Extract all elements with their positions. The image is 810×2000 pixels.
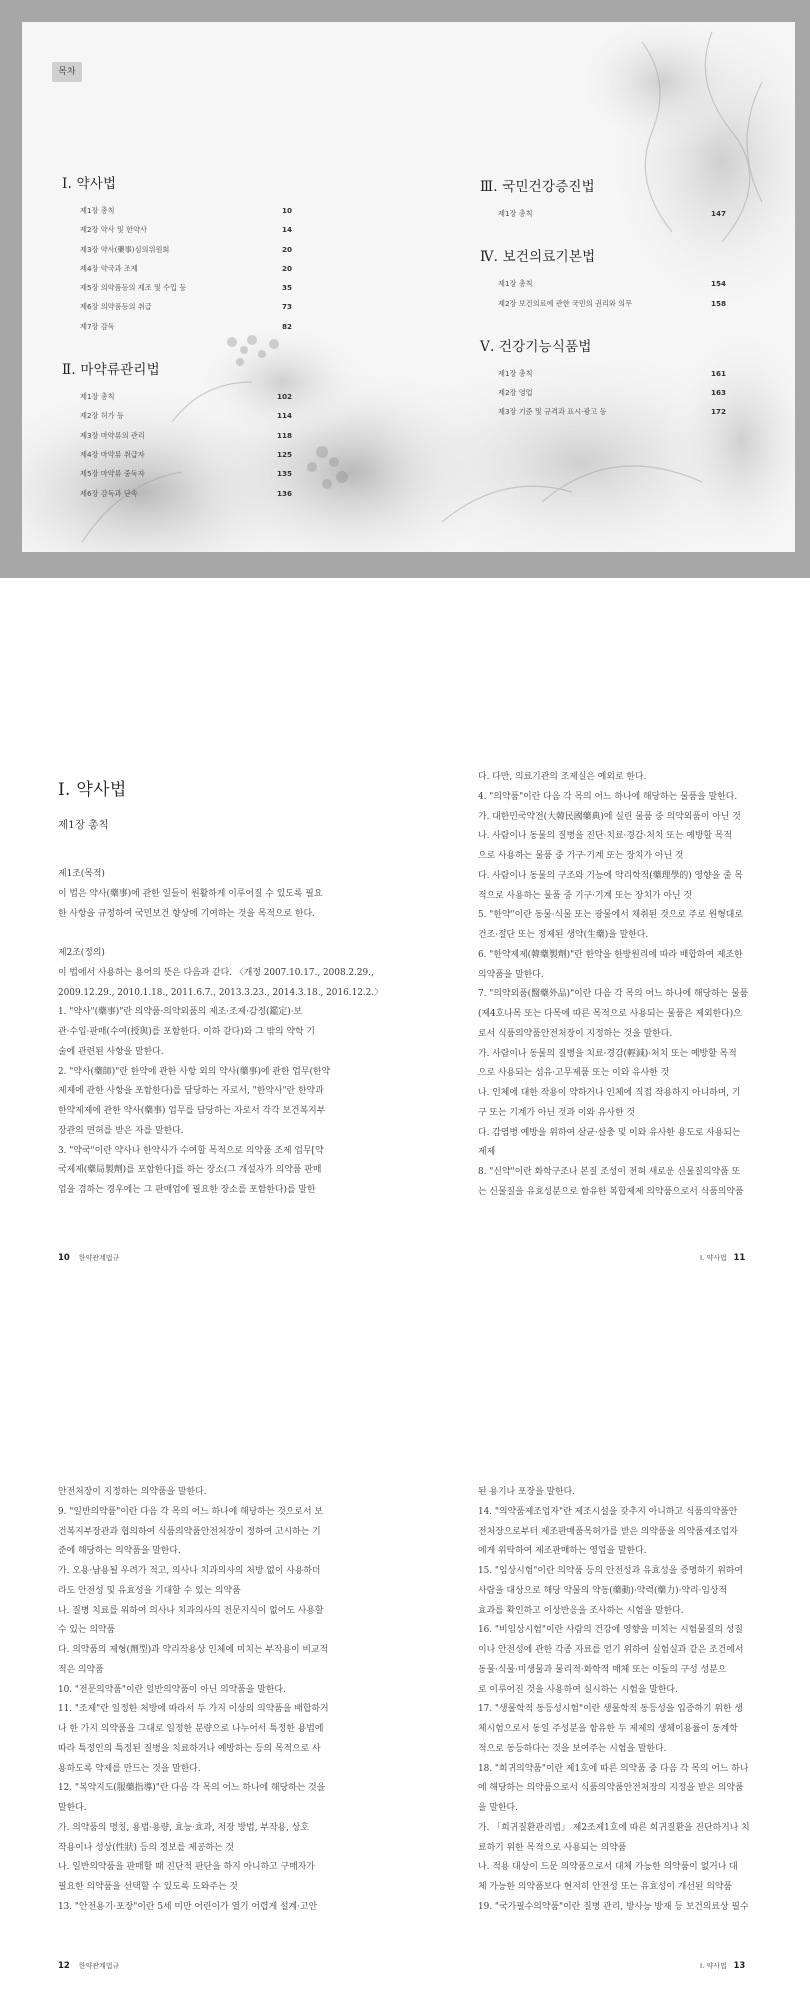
toc-part <box>480 335 726 422</box>
text-line: 따라 특정인의 특정된 질병을 치료하거나 예방하는 등의 목적으로 사 <box>58 1743 321 1754</box>
text-line: 12. "복약지도(服藥指導)"란 다음 각 목의 어느 하나에 해당하는 것을 <box>58 1783 326 1794</box>
text-line: 용하도록 약제를 만드는 것을 말한다. <box>58 1763 201 1774</box>
toc-entry-page: 125 <box>276 449 292 459</box>
toc-entry-page: 14 <box>281 225 292 235</box>
text-line: 나. 인체에 대한 작용이 약하거나 인체에 직접 작용하지 아니하며, 기 <box>478 1088 741 1098</box>
toc-entry[interactable] <box>62 240 292 259</box>
text-line: 안전처장이 지정하는 의약품을 말한다. <box>58 1487 207 1497</box>
text-line: 구 또는 기계가 아닌 것과 이와 유사한 것 <box>478 1107 635 1118</box>
toc-entry[interactable] <box>480 383 726 402</box>
text-line: 건조·절단 또는 정제된 생약(生藥)을 말한다. <box>478 930 649 940</box>
toc-entry-page: 10 <box>281 206 292 215</box>
toc-entry-label: 제6장 의약품등의 취급 <box>80 302 152 312</box>
text-line: 나 한 가지 의약품을 그대로 일정한 분량으로 나누어서 특정한 용법에 <box>58 1724 324 1734</box>
toc-entry[interactable] <box>62 278 292 297</box>
toc-entry-page: 102 <box>276 392 292 402</box>
toc-entry-page: 82 <box>281 321 292 331</box>
toc-entry-label: 제1장 총칙 <box>80 206 115 215</box>
text-line: 한 사항을 규정하여 국민보건 향상에 기여하는 것을 목적으로 한다. <box>58 908 315 919</box>
toc-entry-label: 제1장 총칙 <box>80 392 115 402</box>
toc-entry-label: 제3장 마약류의 관리 <box>80 430 145 440</box>
text-line: 5. "한약"이란 동물·식물 또는 광물에서 채취된 것으로 주로 원형대로 <box>478 910 743 921</box>
text-line: 다. 의약품의 제형(劑型)과 약리작용상 인체에 미치는 부작용이 비교적 <box>58 1645 329 1655</box>
toc-entry[interactable] <box>62 297 292 316</box>
toc-entry[interactable] <box>62 445 292 464</box>
toc-entry-page: 147 <box>710 209 726 218</box>
part-title: Ⅰ. 약사법 <box>58 780 127 800</box>
toc-part-title: Ⅳ. 보건의료기본법 <box>480 249 596 266</box>
text-line: 제2조(정의) <box>58 948 105 958</box>
text-line: 말한다. <box>58 1803 87 1813</box>
text-line: 으로 사용하는 물품 중 기구·기계 또는 장치가 아닌 것 <box>478 851 684 861</box>
text-line: 1. "약사"(藥事)"란 의약품·의약외품의 제조·조제·감정(鑑定)·보 <box>58 1007 303 1018</box>
text-line: 2009.12.29., 2010.1.18., 2011.6.7., 2013.3.23., 2014.3.18., 2016.12.2.〉 <box>58 987 384 998</box>
text-line: 적으로 동등하다는 것을 보여주는 시험을 말한다. <box>478 1743 667 1754</box>
toc-entry-label: 제4장 약국과 조제 <box>80 263 138 273</box>
text-line: 료하기 위한 목적으로 사용되는 의약품 <box>478 1842 627 1853</box>
text-line: 국제제(藥局製劑)를 포함한다]를 하는 장소(그 개설자가 의약품 판매 <box>58 1165 322 1176</box>
text-line: 8. "신약"이란 화학구조나 본질 조성이 전혀 새로운 신물질의약품 또 <box>478 1167 741 1177</box>
page-11-body <box>478 768 748 1203</box>
text-line: (제4호나목 또는 다목에 따른 목적으로 사용되는 물품은 제외한다)으 <box>478 1009 742 1019</box>
text-line: 9. "일반의약품"이란 다음 각 목의 어느 하나에 해당하는 것으로서 보 <box>58 1506 323 1517</box>
toc-entry-label: 제6장 감독과 단속 <box>80 488 138 498</box>
text-line: 제제에 관한 사항을 포함한다)를 담당하는 자로서, "한약사"란 한약과 <box>58 1086 324 1097</box>
toc-entry[interactable] <box>62 406 292 425</box>
text-line: 7. "의약외품(醫藥外品)"이란 다음 각 목의 어느 하나에 해당하는 물품 <box>478 989 749 1000</box>
text-line: 제제 <box>478 1147 496 1158</box>
toc-entry-page: 161 <box>710 368 726 378</box>
text-line: 3. "약국"이란 약사나 한약사가 수여할 목적으로 의약품 조제 업무[약 <box>58 1145 324 1156</box>
toc-entry-page: 135 <box>276 469 292 479</box>
text-line: 작용이나 성상(性狀) 등의 정보를 제공하는 것 <box>58 1842 234 1853</box>
running-head: Ⅰ. 약사법 <box>700 1254 727 1262</box>
toc-part-title: Ⅴ. 건강기능식품법 <box>480 338 592 355</box>
text-line: 19. "국가필수의약품"이란 질병 관리, 방사능 방재 등 보건의료상 필수 <box>478 1901 749 1912</box>
toc-entry-page: 154 <box>710 279 726 289</box>
text-line: 로 이루어진 것을 사용하여 실시하는 시험을 말한다. <box>478 1684 678 1695</box>
text-line: 적은 의약품 <box>58 1664 104 1675</box>
toc-entry-page: 35 <box>281 283 292 293</box>
toc-part-title: Ⅰ. 약사법 <box>62 176 117 192</box>
toc-entry-page: 73 <box>281 302 292 312</box>
toc-part <box>480 175 726 223</box>
toc-entry-label: 제7장 감독 <box>80 321 115 331</box>
toc-entry[interactable] <box>480 294 726 313</box>
toc-column-right <box>480 175 726 444</box>
toc-page <box>22 22 795 552</box>
text-line: 18. "희귀의약품"이란 제1호에 따른 의약품 중 다음 각 목의 어느 하나 <box>478 1763 749 1774</box>
toc-badge: 목차 <box>52 62 82 82</box>
text-line: 효과를 확인하고 이상반응을 조사하는 시험을 말한다. <box>478 1605 684 1616</box>
text-line: 17. "생물학적 동등성시험"이란 생물학적 동등성을 입증하기 위한 생 <box>478 1704 743 1715</box>
toc-entry-label: 제3장 약사(藥事)심의위원회 <box>80 244 170 254</box>
text-line: 이나 안전성에 관한 각종 자료를 얻기 위하여 실험실과 같은 조건에서 <box>478 1645 744 1655</box>
text-line: 가. 「희귀질환관리법」 제2조제1호에 따른 희귀질환을 진단하거나 치 <box>478 1822 750 1833</box>
folio-left <box>58 1253 119 1263</box>
text-line: 준에 해당하는 의약품을 말한다. <box>58 1546 181 1557</box>
toc-entry-page: 114 <box>276 411 292 421</box>
text-line: 에 해당하는 의약품으로서 식품의약품안전처장의 지정을 받은 의약품 <box>478 1783 744 1794</box>
toc-part-title: Ⅱ. 마약류관리법 <box>62 362 160 379</box>
text-line: 가. 의약품의 명칭, 용법·용량, 효능·효과, 저장 방법, 부작용, 상호 <box>58 1822 309 1833</box>
text-line: 필요한 의약품을 선택할 수 있도록 도와주는 것 <box>58 1882 238 1892</box>
toc-entry-label: 제2장 보건의료에 관한 국민의 권리와 의무 <box>498 298 633 308</box>
text-line: 다. 사람이나 동물의 구조와 기능에 약리학적(藥理學的) 영향을 줄 목 <box>478 870 743 881</box>
page-number: 10 <box>58 1253 70 1263</box>
page-13-body <box>478 1483 750 1918</box>
toc-entry-page: 20 <box>281 244 292 254</box>
toc-entry[interactable] <box>480 274 726 293</box>
text-line: 이 법은 약사(藥事)에 관한 일들이 원활하게 이루어질 수 있도록 필요 <box>58 888 323 899</box>
text-line: 체시험으로서 동일 주성분을 함유한 두 제제의 생체이용률이 동계학 <box>478 1724 738 1734</box>
page-number: 12 <box>58 1961 70 1971</box>
text-line: 한약제제에 관한 약사(藥事) 업무를 담당하는 자로서 각각 보건복지부 <box>58 1106 326 1116</box>
text-line: 의약품을 말한다. <box>478 969 544 980</box>
text-line: 11. "조제"란 일정한 처방에 따라서 두 가지 이상의 의약품을 배합하거 <box>58 1704 329 1715</box>
running-head: 한약관계법규 <box>78 1254 120 1262</box>
toc-entry-page: 118 <box>276 430 292 440</box>
text-line <box>58 924 383 944</box>
toc-entry-page: 158 <box>710 298 726 308</box>
toc-entry[interactable] <box>62 317 292 336</box>
text-line: 가. 대한민국약전(大韓民國藥典)에 실린 물품 중 의약외품이 아닌 것 <box>478 811 741 822</box>
toc-page-frame <box>0 0 810 578</box>
text-line: 을 말한다. <box>478 1803 518 1813</box>
toc-entry-label: 제5장 의약품등의 제조 및 수입 등 <box>80 283 187 293</box>
text-line: 동물·식물·미생물과 물리적·화학적 매체 또는 이들의 구성 성분으 <box>478 1664 727 1675</box>
text-line: 2. "약사(藥師)"란 한약에 관한 사항 외의 약사(藥事)에 관한 업무(한약 <box>58 1066 331 1077</box>
page-number: 11 <box>733 1253 746 1263</box>
text-line: 수 있는 의약품 <box>58 1625 116 1636</box>
toc-part-title: Ⅲ. 국민건강증진법 <box>480 179 595 195</box>
text-line: 제1조(목적) <box>58 869 105 879</box>
text-line: 나. 일반의약품을 판매할 때 진단적 판단을 하지 아니하고 구매자가 <box>58 1862 315 1873</box>
toc-entry-label: 제2장 약사 및 한약사 <box>80 225 147 235</box>
text-line: 13. "안전용기·포장"이란 5세 미만 어린이가 열기 어렵게 설계·고안 <box>58 1901 318 1912</box>
toc-entry-label: 제4장 마약류 취급자 <box>80 449 145 459</box>
toc-entry-label: 제2장 허가 등 <box>80 411 124 421</box>
page-number: 13 <box>733 1961 746 1971</box>
toc-column-left <box>62 172 292 525</box>
text-line: 나. 사람이나 동물의 질병을 진단·치료·경감·처치 또는 예방할 목적 <box>478 831 732 842</box>
toc-entry[interactable] <box>62 259 292 278</box>
toc-entry-label: 제1장 총칙 <box>498 279 533 289</box>
text-line: 다. 다만, 의료기관의 조제실은 예외로 한다. <box>478 772 647 782</box>
toc-entry[interactable] <box>62 201 292 220</box>
toc-entry[interactable] <box>62 220 292 239</box>
toc-entry-label: 제5장 마약류 중독자 <box>80 469 145 479</box>
text-line: 전처장으로부터 제조판매품목허가를 받은 의약품을 의약품제조업자 <box>478 1526 738 1537</box>
toc-entry-page: 20 <box>281 263 292 273</box>
toc-part <box>480 245 726 313</box>
toc-part <box>62 358 292 503</box>
text-line: 이 법에서 사용하는 용어의 뜻은 다음과 같다. 〈개정 2007.10.17., 2008.2.29., <box>58 967 374 978</box>
toc-entry-label: 제1장 총칙 <box>498 368 533 378</box>
page-10-body <box>58 865 383 1201</box>
text-line: 10. "전문의약품"이란 일반의약품이 아닌 의약품을 말한다. <box>58 1684 286 1695</box>
text-line: 15. "임상시험"이란 의약품 등의 안전성과 유효성을 증명하기 위하여 <box>478 1566 743 1576</box>
text-line: 장관의 면허를 받은 자를 말한다. <box>58 1125 184 1136</box>
toc-entry-label: 제1장 총칙 <box>498 209 533 218</box>
toc-entry-page: 172 <box>710 407 726 417</box>
text-line: 업을 겸하는 경우에는 그 판매업에 필요한 장소를 포함한다)를 말한 <box>58 1185 316 1195</box>
toc-entry[interactable] <box>480 364 726 383</box>
folio-right <box>700 1253 745 1263</box>
toc-entry-label: 제3장 기준 및 규격과 표시·광고 등 <box>498 407 607 417</box>
text-line: 관·수입·판매(수여(授與)를 포함한다. 이하 같다)와 그 밖의 약학 기 <box>58 1027 315 1037</box>
text-line: 14. "의약품제조업자"란 제조시설을 갖추지 아니하고 식품의약품안 <box>478 1506 738 1517</box>
text-line: 나. 적용 대상이 드문 의약품으로서 대체 가능한 의약품이 없거나 대 <box>478 1862 738 1873</box>
chapter-title: 제1장 총칙 <box>58 819 109 831</box>
text-line: 로서 식품의약품안전처장이 지정하는 것을 말한다. <box>478 1028 673 1039</box>
text-line: 체 가능한 의약품보다 현저히 안전성 또는 유효성이 개선된 의약품 <box>478 1882 733 1892</box>
text-line: 가. 사람이나 동물의 질병을 치료·경감(輕減)·처치 또는 예방할 목적 <box>478 1048 737 1059</box>
text-line: 라도 안전성 및 유효성을 기대할 수 있는 의약품 <box>58 1585 241 1596</box>
running-head: Ⅰ. 약사법 <box>700 1962 727 1970</box>
text-line: 16. "비임상시험"이란 사람의 건강에 영향을 미치는 시험물질의 성질 <box>478 1625 743 1636</box>
text-line: 술에 관련된 사항을 말한다. <box>58 1046 164 1057</box>
toc-part <box>62 172 292 336</box>
text-line: 사람을 대상으로 해당 약물의 약동(藥動)·약력(藥力)·약리·임상적 <box>478 1585 728 1596</box>
text-line: 는 신물질을 유효성분으로 함유한 복합제제 의약품으로서 식품의약품 <box>478 1186 744 1197</box>
folio-right <box>700 1961 745 1971</box>
text-line: 다. 감염병 예방을 위하여 살균·살충 및 이와 유사한 용도로 사용되는 <box>478 1127 741 1138</box>
toc-entry[interactable] <box>480 402 726 421</box>
toc-entry-page: 163 <box>710 388 726 398</box>
text-line: 4. "의약품"이란 다음 각 목의 어느 하나에 해당하는 물품을 말한다. <box>478 791 738 802</box>
text-line: 된 용기나 포장을 말한다. <box>478 1487 576 1497</box>
toc-entry[interactable] <box>62 464 292 483</box>
toc-entry[interactable] <box>62 484 292 503</box>
page-12-body <box>58 1483 329 1918</box>
toc-entry-page: 136 <box>276 488 292 498</box>
running-head: 한약관계법규 <box>78 1962 120 1970</box>
text-line: 적으로 사용하는 물품 중 기구·기계 또는 장치가 아닌 것 <box>478 890 692 901</box>
folio-left <box>58 1961 119 1971</box>
text-line: 건복지부장관과 협의하여 식품의약품안전처장이 정하여 고시하는 기 <box>58 1526 321 1537</box>
text-line: 에게 위탁하여 제조판매하는 영업을 말한다. <box>478 1546 647 1557</box>
text-line: 6. "한약제제(韓藥製劑)"란 한약을 한방원리에 따라 배합하여 제조한 <box>478 949 743 960</box>
text-line: 으로 사용되는 섬유·고무제품 또는 이와 유사한 것 <box>478 1068 670 1079</box>
toc-entry[interactable] <box>480 204 726 223</box>
text-line: 가. 오용·남용될 우려가 적고, 의사나 치과의사의 처방 없이 사용하더 <box>58 1566 321 1576</box>
toc-entry[interactable] <box>62 426 292 445</box>
toc-entry[interactable] <box>62 387 292 406</box>
text-line: 나. 질병 치료를 위하여 의사나 치과의사의 전문지식이 없어도 사용할 <box>58 1605 324 1616</box>
toc-entry-label: 제2장 영업 <box>498 388 533 398</box>
